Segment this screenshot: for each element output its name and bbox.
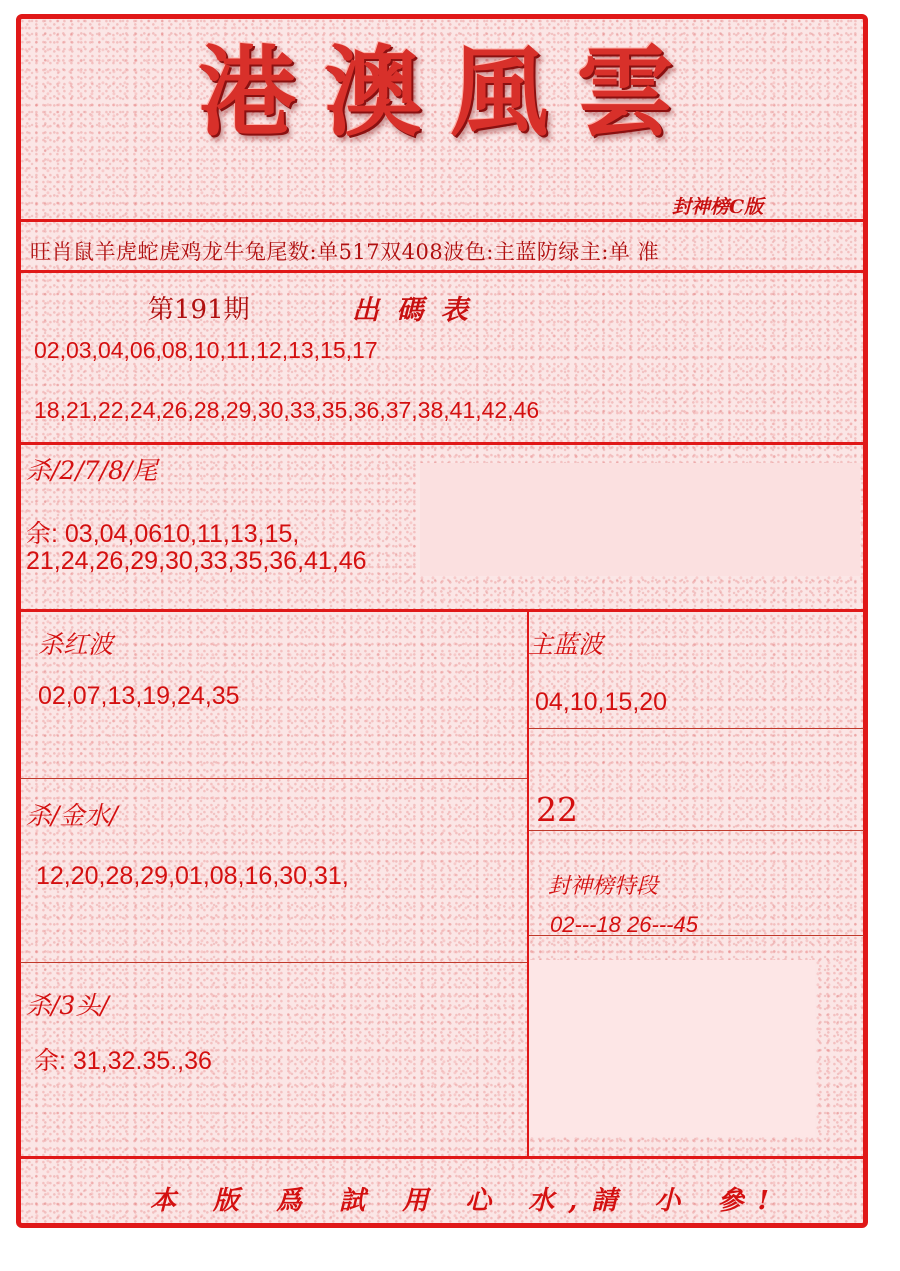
kill-metal-heading: 杀/金水/ xyxy=(26,801,118,830)
special-heading: 封神榜特段 xyxy=(548,874,659,899)
special-range: 02---18 26---45 xyxy=(550,912,698,937)
kill-head-numbers: 余: 31,32.35.,36 xyxy=(34,1047,212,1075)
single-number: 22 xyxy=(536,790,578,829)
kill-metal-numbers: 12,20,28,29,01,08,16,30,31, xyxy=(36,862,349,890)
divider-metal xyxy=(20,962,528,963)
main-blue-numbers: 04,10,15,20 xyxy=(535,688,668,716)
divider-blue xyxy=(528,728,864,729)
footer-note: 本 版 爲 試 用 心 水,請 小 參! xyxy=(150,1186,783,1216)
divider-footer xyxy=(20,1156,868,1159)
kill-red-heading: 杀红波 xyxy=(38,630,114,659)
divider-period xyxy=(20,442,868,445)
period-label: 第191期 xyxy=(148,295,250,325)
blank-patch xyxy=(420,463,860,576)
kill-head-heading: 杀/3头/ xyxy=(26,991,109,1020)
divider-tail xyxy=(20,609,868,612)
info-line: 旺肖鼠羊虎蛇虎鸡龙牛兔尾数:单517双408波色:主蓝防绿主:单 准 xyxy=(30,240,660,264)
divider-header xyxy=(20,219,868,222)
table-title: 出 碼 表 xyxy=(352,295,472,326)
divider-info xyxy=(20,270,868,273)
blank-patch-2 xyxy=(530,960,815,1137)
period-row-1: 02,03,04,06,08,10,11,12,13,15,17 xyxy=(34,337,378,363)
page-title: 港澳風雲 xyxy=(197,35,702,150)
divider-red xyxy=(20,778,528,779)
divider-column xyxy=(527,611,529,1156)
edition-label: 封神榜C版 xyxy=(672,196,764,218)
divider-single xyxy=(528,830,864,831)
kill-red-numbers: 02,07,13,19,24,35 xyxy=(38,682,240,710)
kill-tail-line-2: 21,24,26,29,30,33,35,36,41,46 xyxy=(26,547,367,575)
kill-tail-heading: 杀/2/7/8/尾 xyxy=(26,456,158,485)
period-row-2: 18,21,22,24,26,28,29,30,33,35,36,37,38,41,42,46 xyxy=(34,397,540,423)
main-blue-heading: 主蓝波 xyxy=(528,630,604,659)
kill-tail-line-1: 余: 03,04,0610,11,13,15, xyxy=(26,520,300,548)
